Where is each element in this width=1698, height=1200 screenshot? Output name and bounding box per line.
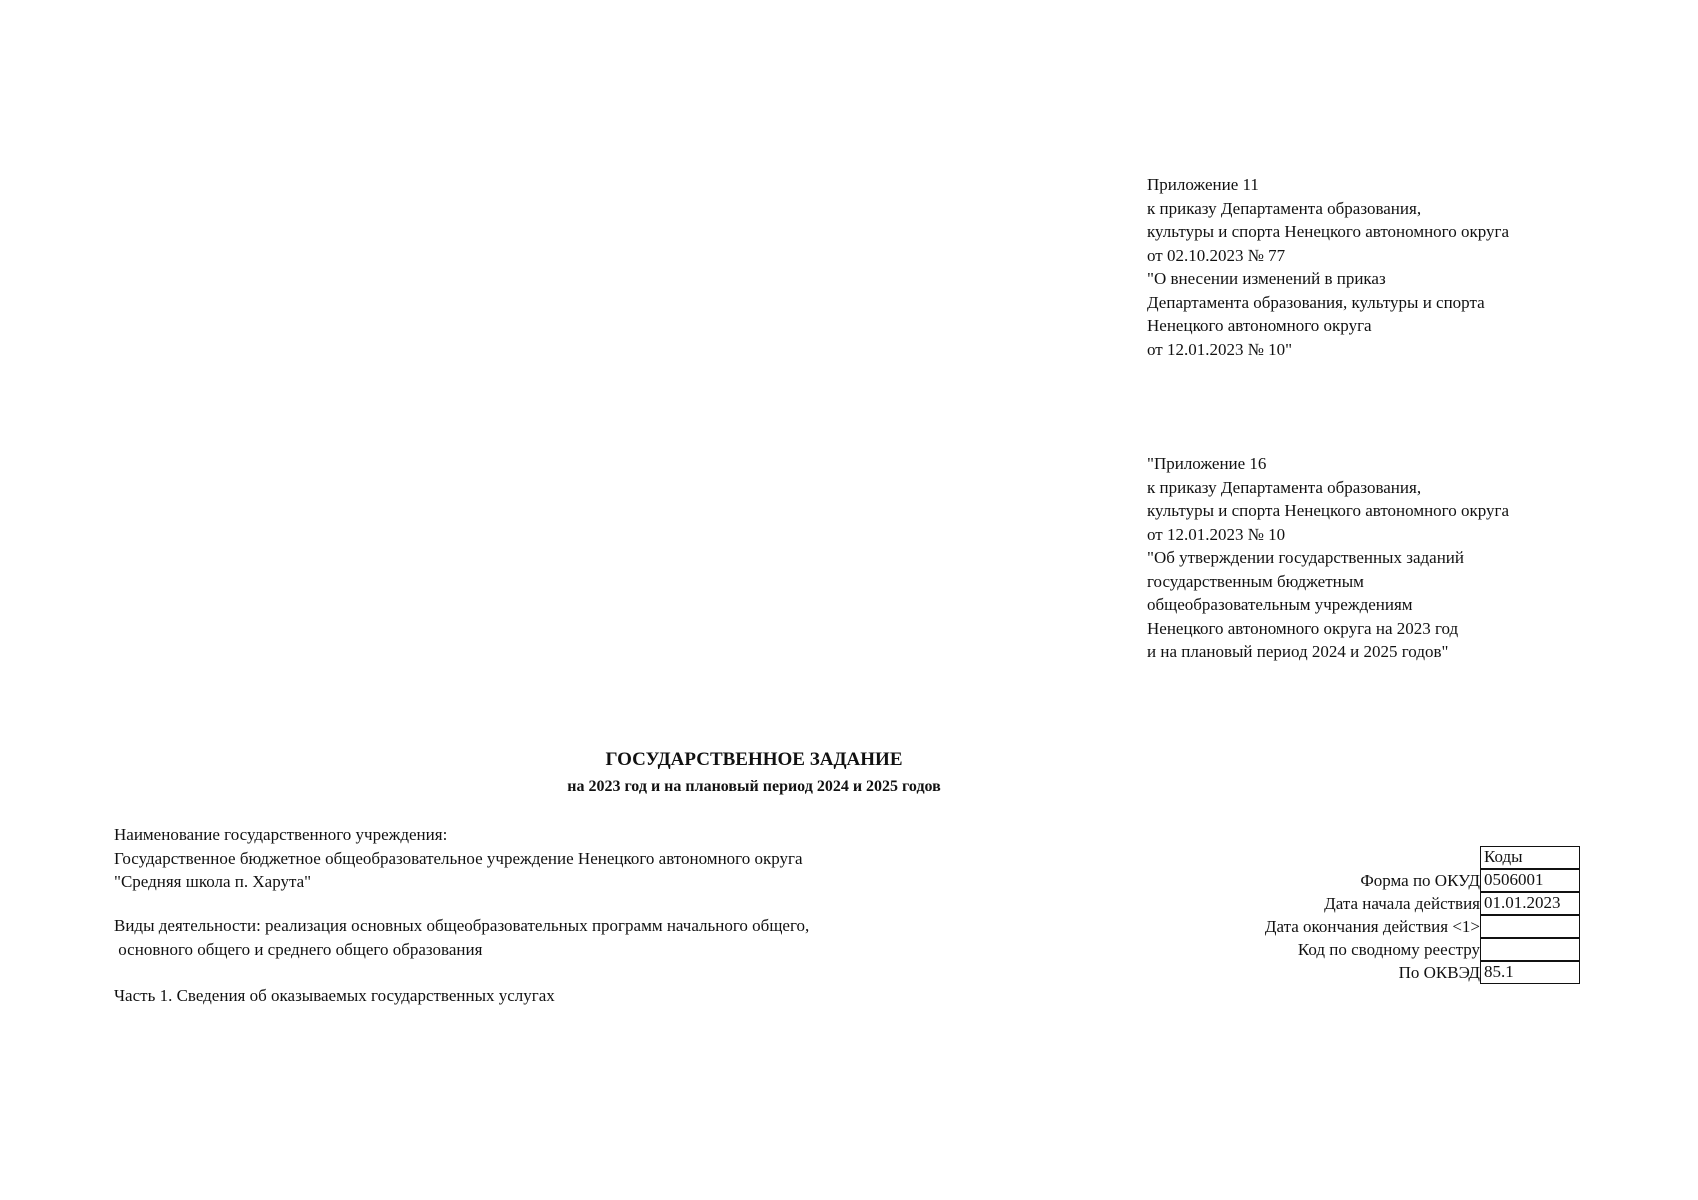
codes-row-value (1480, 915, 1580, 938)
activity-line: основного общего и среднего общего образования (114, 939, 483, 959)
codes-row-label: Форма по ОКУД (1360, 871, 1480, 890)
part-1-heading (114, 984, 555, 1008)
codes-row-value: 01.01.2023 (1480, 892, 1580, 915)
codes-row (1200, 961, 1580, 984)
appendix-11-line: от 02.10.2023 № 77 (1147, 245, 1286, 265)
document-title-block (440, 746, 1068, 800)
appendix-11-line: Департамента образования, культуры и спорта (1147, 292, 1485, 312)
codes-row (1200, 869, 1580, 892)
activity-line: Виды деятельности: реализация основных общеобразовательных программ начального общего, (114, 916, 810, 935)
institution-name-line: Государственное бюджетное общеобразовательное учреждение Ненецкого автономного округа (114, 848, 803, 868)
institution-name-line: "Средняя школа п. Харута" (114, 872, 312, 891)
institution-section (114, 823, 803, 894)
appendix-16-line: к приказу Департамента образования, (1147, 477, 1422, 497)
appendix-11-line: к приказу Департамента образования, (1147, 198, 1422, 218)
codes-row (1200, 892, 1580, 915)
appendix-11-header (1147, 173, 1509, 361)
appendix-16-line: общеобразовательным учреждениям (1147, 595, 1413, 614)
part-1-text: Часть 1. Сведения об оказываемых государственных услугах (114, 986, 555, 1005)
appendix-16-line: и на плановый период 2024 и 2025 годов" (1147, 642, 1449, 661)
appendix-16-line: от 12.01.2023 № 10 (1147, 524, 1286, 544)
codes-row-label: Код по сводному реестру (1297, 940, 1480, 959)
appendix-11-line: культуры и спорта Ненецкого автономного округа (1147, 222, 1510, 241)
institution-label: Наименование государственного учреждения: (114, 825, 448, 844)
document-subtitle: на 2023 год и на плановый период 2024 и 2025 годов (567, 778, 941, 795)
codes-header-row (1200, 846, 1580, 869)
appendix-16-line: "Приложение 16 (1147, 454, 1267, 473)
codes-row-label: Дата окончания действия <1> (1264, 917, 1480, 936)
appendix-16-line: культуры и спорта Ненецкого автономного округа (1147, 501, 1510, 520)
activity-section (114, 914, 809, 961)
appendix-16-line: Ненецкого автономного округа на 2023 год (1147, 618, 1459, 638)
codes-row-label: По ОКВЭД (1398, 963, 1480, 982)
codes-row-value: 0506001 (1480, 869, 1580, 892)
codes-row-value: 85.1 (1480, 961, 1580, 984)
appendix-11-line: от 12.01.2023 № 10" (1147, 339, 1293, 359)
appendix-11-line: Ненецкого автономного округа (1147, 316, 1372, 335)
codes-row-label: Дата начала действия (1324, 894, 1480, 913)
appendix-11-line: "О внесении изменений в приказ (1147, 269, 1386, 288)
codes-row (1200, 938, 1580, 961)
codes-row-value (1480, 938, 1580, 961)
appendix-16-line: государственным бюджетным (1147, 571, 1364, 591)
codes-header-cell: Коды (1480, 846, 1580, 869)
document-title: ГОСУДАРСТВЕННОЕ ЗАДАНИЕ (605, 749, 903, 770)
appendix-16-header (1147, 452, 1509, 664)
appendix-11-line: Приложение 11 (1147, 175, 1259, 194)
codes-row (1200, 915, 1580, 938)
appendix-16-line: "Об утверждении государственных заданий (1147, 548, 1464, 567)
